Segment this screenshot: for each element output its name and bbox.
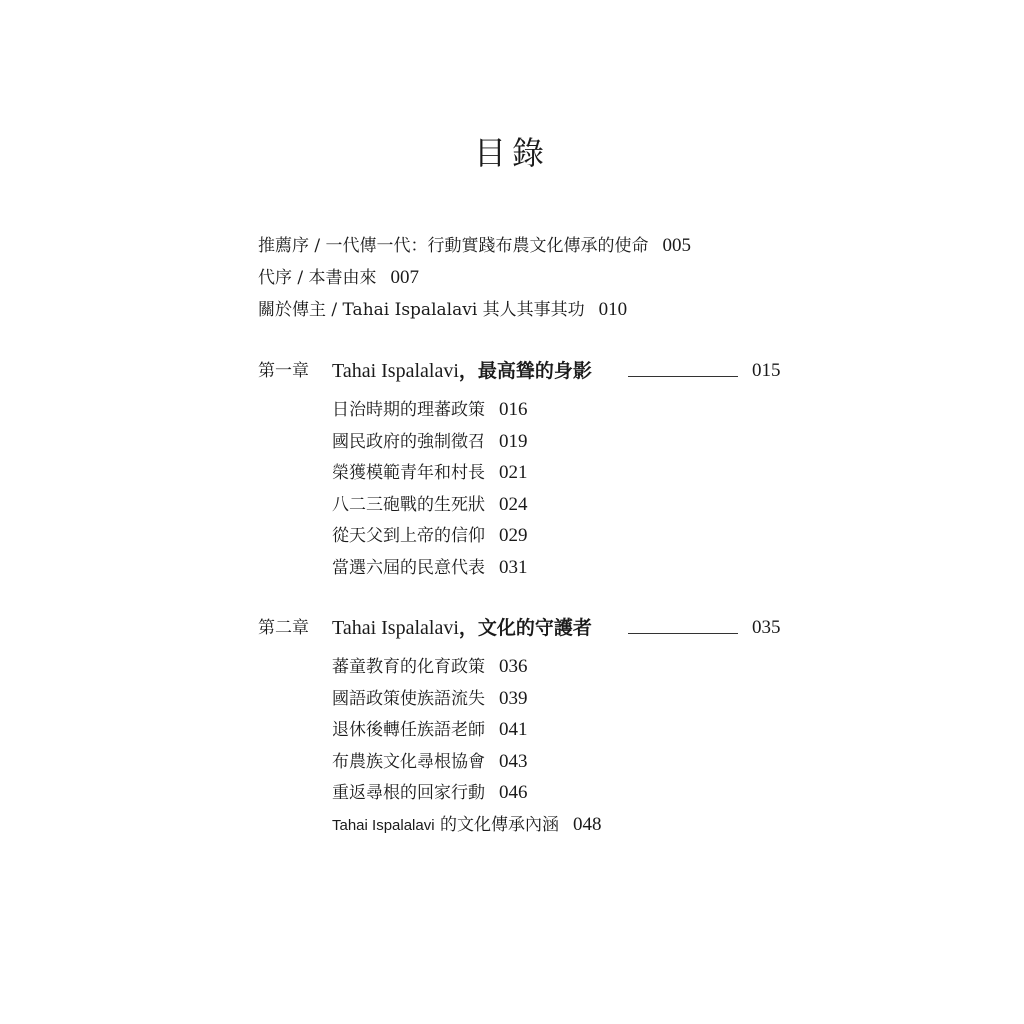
entry-page: 039 <box>499 687 528 709</box>
entry-page: 007 <box>390 267 420 288</box>
entry-title: 布農族文化尋根協會 <box>332 751 485 772</box>
entry-title: 國語政策使族語流失 <box>332 688 485 709</box>
chapter-title-latin: Tahai Ispalalavi <box>332 360 459 382</box>
chapter-2 <box>258 611 798 835</box>
entry-page: 021 <box>499 462 528 484</box>
entry-page: 024 <box>499 493 528 515</box>
toc-entry-foreword[interactable] <box>258 230 691 262</box>
section-entry[interactable] <box>332 651 601 683</box>
entry-page: 005 <box>662 235 692 256</box>
section-entry[interactable] <box>332 746 601 778</box>
section-entry[interactable] <box>332 394 528 426</box>
entry-page: 031 <box>499 556 528 578</box>
chapter-title <box>332 354 592 388</box>
entry-page: 043 <box>499 750 528 772</box>
section-list <box>332 394 528 584</box>
dot-leader <box>628 376 738 377</box>
entry-title: 的文化傳承內涵 <box>434 814 559 835</box>
entry-title: 日治時期的理蕃政策 <box>332 400 485 420</box>
entry-title: 退休後轉任族語老師 <box>332 720 485 741</box>
entry-page: 046 <box>499 782 528 804</box>
entry-title: 八二三砲戰的生死狀 <box>332 494 485 515</box>
entry-title: 榮獲模範青年和村長 <box>332 463 485 484</box>
page-title: 目錄 <box>473 134 550 172</box>
entry-title: 重返尋根的回家行動 <box>332 783 485 804</box>
entry-title-latin: Tahai Ispalalavi <box>332 816 435 834</box>
section-entry[interactable] <box>332 520 528 552</box>
section-entry[interactable] <box>332 809 601 841</box>
chapter-label: 第二章 <box>258 618 309 638</box>
entry-page: 041 <box>499 719 528 741</box>
entry-title: 蕃童教育的化育政策 <box>332 657 485 677</box>
front-matter-list <box>258 230 691 326</box>
entry-page: 019 <box>499 430 528 452</box>
chapter-title-text: ，文化的守護者 <box>458 617 592 639</box>
chapter-title <box>332 611 592 645</box>
toc-entry-preface[interactable] <box>258 262 691 294</box>
chapter-title-text: ，最高聳的身影 <box>458 360 592 382</box>
chapter-page: 035 <box>752 617 781 638</box>
chapter-1 <box>258 354 798 578</box>
section-entry[interactable] <box>332 683 601 715</box>
entry-title: 國民政府的強制徵召 <box>332 431 485 452</box>
entry-title: 代序 / 本書由來 <box>258 268 377 288</box>
entry-page: 036 <box>499 656 528 677</box>
section-entry[interactable] <box>332 777 601 809</box>
toc-entry-about-subject[interactable] <box>258 294 691 326</box>
section-entry[interactable] <box>332 714 601 746</box>
chapter-heading[interactable] <box>258 611 798 645</box>
entry-title: 當選六屆的民意代表 <box>332 557 485 578</box>
chapter-label: 第一章 <box>258 361 309 381</box>
chapter-heading[interactable] <box>258 354 798 388</box>
chapter-title-latin: Tahai Ispalalavi <box>332 617 459 639</box>
section-list <box>332 651 601 841</box>
section-entry[interactable] <box>332 457 528 489</box>
section-entry[interactable] <box>332 552 528 584</box>
entry-page: 010 <box>598 299 628 320</box>
entry-title: 關於傳主 / Tahai Ispalalavi 其人其事其功 <box>258 300 585 320</box>
entry-page: 048 <box>572 813 602 835</box>
dot-leader <box>628 633 738 634</box>
section-entry[interactable] <box>332 489 528 521</box>
chapter-page: 015 <box>752 360 781 381</box>
section-entry[interactable] <box>332 426 528 458</box>
entry-page: 029 <box>499 525 528 547</box>
entry-page: 016 <box>499 399 528 420</box>
entry-title: 從天父到上帝的信仰 <box>332 526 485 547</box>
entry-title: 推薦序 / 一代傳一代：行動實踐布農文化傳承的使命 <box>258 236 649 256</box>
